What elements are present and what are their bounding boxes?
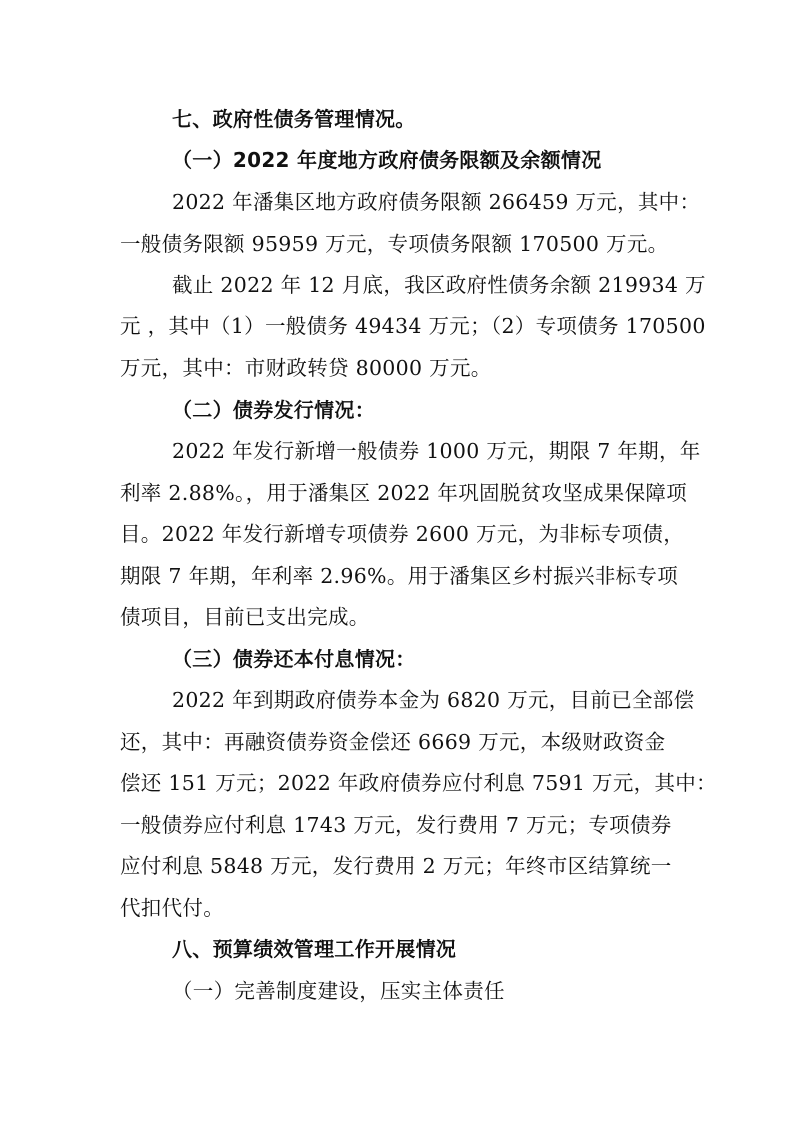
- paragraph-line: 还，其中：再融资债券资金偿还 6669 万元，本级财政资金: [120, 730, 666, 754]
- paragraph-line: 一般债务限额 95959 万元，专项债务限额 170500 万元。: [120, 232, 669, 256]
- paragraph-line: 代扣代付。: [120, 896, 224, 920]
- subsection-3-heading: （三）债券还本付息情况：: [172, 647, 416, 671]
- subsection-2-heading: （二）债券发行情况：: [172, 398, 375, 422]
- paragraph-line: 利率 2.88%。，用于潘集区 2022 年巩固脱贫攻坚成果保障项: [120, 481, 687, 505]
- paragraph-line: 2022 年潘集区地方政府债务限额 266459 万元，其中：: [172, 190, 701, 214]
- subsection-1-heading: （一）2022 年度地方政府债务限额及余额情况: [172, 148, 602, 172]
- paragraph-line: 2022 年发行新增一般债券 1000 万元，期限 7 年期，年: [172, 439, 701, 463]
- section-7-heading: 七、政府性债务管理情况。: [172, 107, 416, 131]
- subsection-8-1-heading: （一）完善制度建设，压实主体责任: [172, 979, 505, 1003]
- paragraph-line: 应付利息 5848 万元，发行费用 2 万元；年终市区结算统一: [120, 854, 672, 878]
- paragraph-line: 期限 7 年期，年利率 2.96%。用于潘集区乡村振兴非标专项: [120, 564, 679, 588]
- paragraph-line: 元 ，其中（1）一般债务 49434 万元；（2）专项债务 170500: [120, 314, 706, 338]
- paragraph-line: 截止 2022 年 12 月底，我区政府性债务余额 219934 万: [172, 273, 706, 297]
- paragraph-line: 2022 年到期政府债券本金为 6820 万元，目前已全部偿: [172, 688, 695, 712]
- section-8-heading: 八、预算绩效管理工作开展情况: [172, 937, 457, 961]
- paragraph-line: 偿还 151 万元；2022 年政府债券应付利息 7591 万元，其中：: [120, 771, 717, 795]
- paragraph-line: 万元，其中：市财政转贷 80000 万元。: [120, 356, 492, 380]
- paragraph-line: 债项目，目前已支出完成。: [120, 605, 370, 629]
- paragraph-line: 一般债券应付利息 1743 万元，发行费用 7 万元；专项债券: [120, 813, 672, 837]
- paragraph-line: 目。2022 年发行新增专项债券 2600 万元，为非标专项债，: [120, 522, 684, 546]
